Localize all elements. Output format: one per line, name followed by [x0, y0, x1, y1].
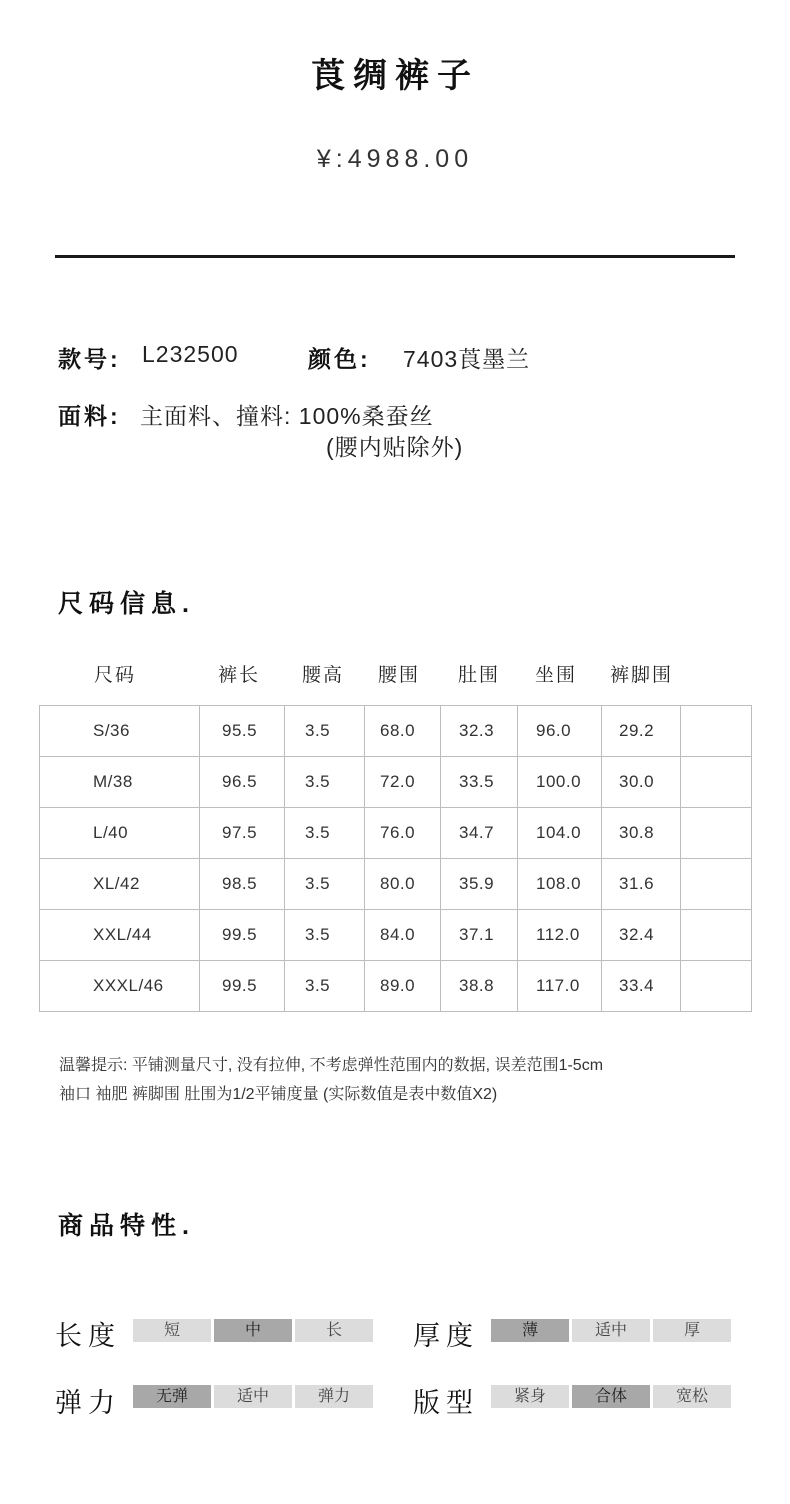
feature-options-thickness [491, 1319, 731, 1342]
table-cell: 108.0 [518, 859, 602, 910]
table-cell: 38.8 [441, 961, 518, 1012]
feature-option-chip: 中 [214, 1319, 292, 1342]
color-label: 颜色: [308, 346, 371, 372]
style-number-label: 款号: [58, 346, 121, 372]
table-cell: 76.0 [365, 808, 441, 859]
table-cell: 3.5 [285, 808, 365, 859]
product-price: ¥:4988.00 [316, 145, 474, 173]
table-cell: 35.9 [441, 859, 518, 910]
table-cell: 84.0 [365, 910, 441, 961]
header-size: 尺码 [94, 665, 137, 686]
fabric-note: (腰内贴除外) [326, 434, 464, 460]
table-cell: 98.5 [200, 859, 285, 910]
feature-label-fit: 版型 [413, 1388, 479, 1418]
feature-option-chip: 宽松 [653, 1385, 731, 1408]
table-cell: XXL/44 [40, 910, 200, 961]
style-number-value: L232500 [142, 341, 239, 367]
table-cell: 68.0 [365, 706, 441, 757]
table-cell: XXXL/46 [40, 961, 200, 1012]
color-value: 7403莨墨兰 [403, 346, 531, 372]
table-cell [681, 961, 752, 1012]
header-hip: 坐围 [535, 665, 578, 686]
table-row [40, 910, 752, 961]
feature-option-chip: 短 [133, 1319, 211, 1342]
table-row [40, 808, 752, 859]
feature-label-length: 长度 [55, 1321, 121, 1351]
table-cell: XL/42 [40, 859, 200, 910]
table-cell: 96.0 [518, 706, 602, 757]
product-title: 莨绸裤子 [311, 57, 479, 95]
feature-options-elasticity [133, 1385, 373, 1408]
table-cell: 3.5 [285, 910, 365, 961]
fabric-label: 面料: [58, 403, 121, 429]
feature-option-chip: 无弹 [133, 1385, 211, 1408]
feature-option-chip: 紧身 [491, 1385, 569, 1408]
table-cell: 96.5 [200, 757, 285, 808]
feature-option-chip: 厚 [653, 1319, 731, 1342]
table-cell: 3.5 [285, 706, 365, 757]
table-cell [681, 706, 752, 757]
table-row [40, 757, 752, 808]
feature-label-thickness: 厚度 [413, 1321, 479, 1351]
feature-option-chip: 适中 [572, 1319, 650, 1342]
divider [55, 255, 735, 258]
table-cell: 30.8 [602, 808, 681, 859]
size-table [39, 705, 752, 1012]
feature-option-chip: 合体 [572, 1385, 650, 1408]
table-cell: 99.5 [200, 910, 285, 961]
table-cell: 29.2 [602, 706, 681, 757]
table-cell: 89.0 [365, 961, 441, 1012]
features-title: 商品特性. [58, 1212, 195, 1240]
size-tip-line2: 袖口 袖肥 裤脚围 肚围为1/2平铺度量 (实际数值是表中数值X2) [59, 1086, 498, 1103]
table-cell: 80.0 [365, 859, 441, 910]
table-cell [681, 859, 752, 910]
table-cell [681, 910, 752, 961]
feature-label-elasticity: 弹力 [55, 1388, 121, 1418]
feature-options-length [133, 1319, 373, 1342]
table-cell: 97.5 [200, 808, 285, 859]
header-waist-height: 腰高 [302, 665, 345, 686]
header-belly: 肚围 [458, 665, 501, 686]
table-cell: 30.0 [602, 757, 681, 808]
table-row [40, 706, 752, 757]
table-cell: 31.6 [602, 859, 681, 910]
table-cell: 99.5 [200, 961, 285, 1012]
table-cell [681, 757, 752, 808]
table-cell: 112.0 [518, 910, 602, 961]
table-cell: 100.0 [518, 757, 602, 808]
table-cell: 104.0 [518, 808, 602, 859]
table-cell: 3.5 [285, 859, 365, 910]
table-cell: 72.0 [365, 757, 441, 808]
size-tip-line1: 温馨提示: 平铺测量尺寸, 没有拉伸, 不考虑弹性范围内的数据, 误差范围1-5cm [59, 1057, 604, 1074]
table-cell: M/38 [40, 757, 200, 808]
table-cell: 32.4 [602, 910, 681, 961]
feature-option-chip: 薄 [491, 1319, 569, 1342]
feature-option-chip: 适中 [214, 1385, 292, 1408]
table-cell: 3.5 [285, 961, 365, 1012]
feature-option-chip: 长 [295, 1319, 373, 1342]
table-cell: 32.3 [441, 706, 518, 757]
table-cell: 34.7 [441, 808, 518, 859]
feature-options-fit [491, 1385, 731, 1408]
size-section-title: 尺码信息. [58, 590, 195, 618]
table-cell: 37.1 [441, 910, 518, 961]
table-row [40, 859, 752, 910]
header-waist: 腰围 [378, 665, 421, 686]
table-cell: 95.5 [200, 706, 285, 757]
header-length: 裤长 [218, 665, 261, 686]
table-cell: 33.5 [441, 757, 518, 808]
table-cell: S/36 [40, 706, 200, 757]
feature-option-chip: 弹力 [295, 1385, 373, 1408]
table-cell: 117.0 [518, 961, 602, 1012]
table-cell [681, 808, 752, 859]
table-cell: L/40 [40, 808, 200, 859]
fabric-value: 主面料、撞料: 100%桑蚕丝 [140, 403, 434, 429]
header-hem: 裤脚围 [610, 665, 674, 686]
table-cell: 3.5 [285, 757, 365, 808]
table-row [40, 961, 752, 1012]
table-cell: 33.4 [602, 961, 681, 1012]
